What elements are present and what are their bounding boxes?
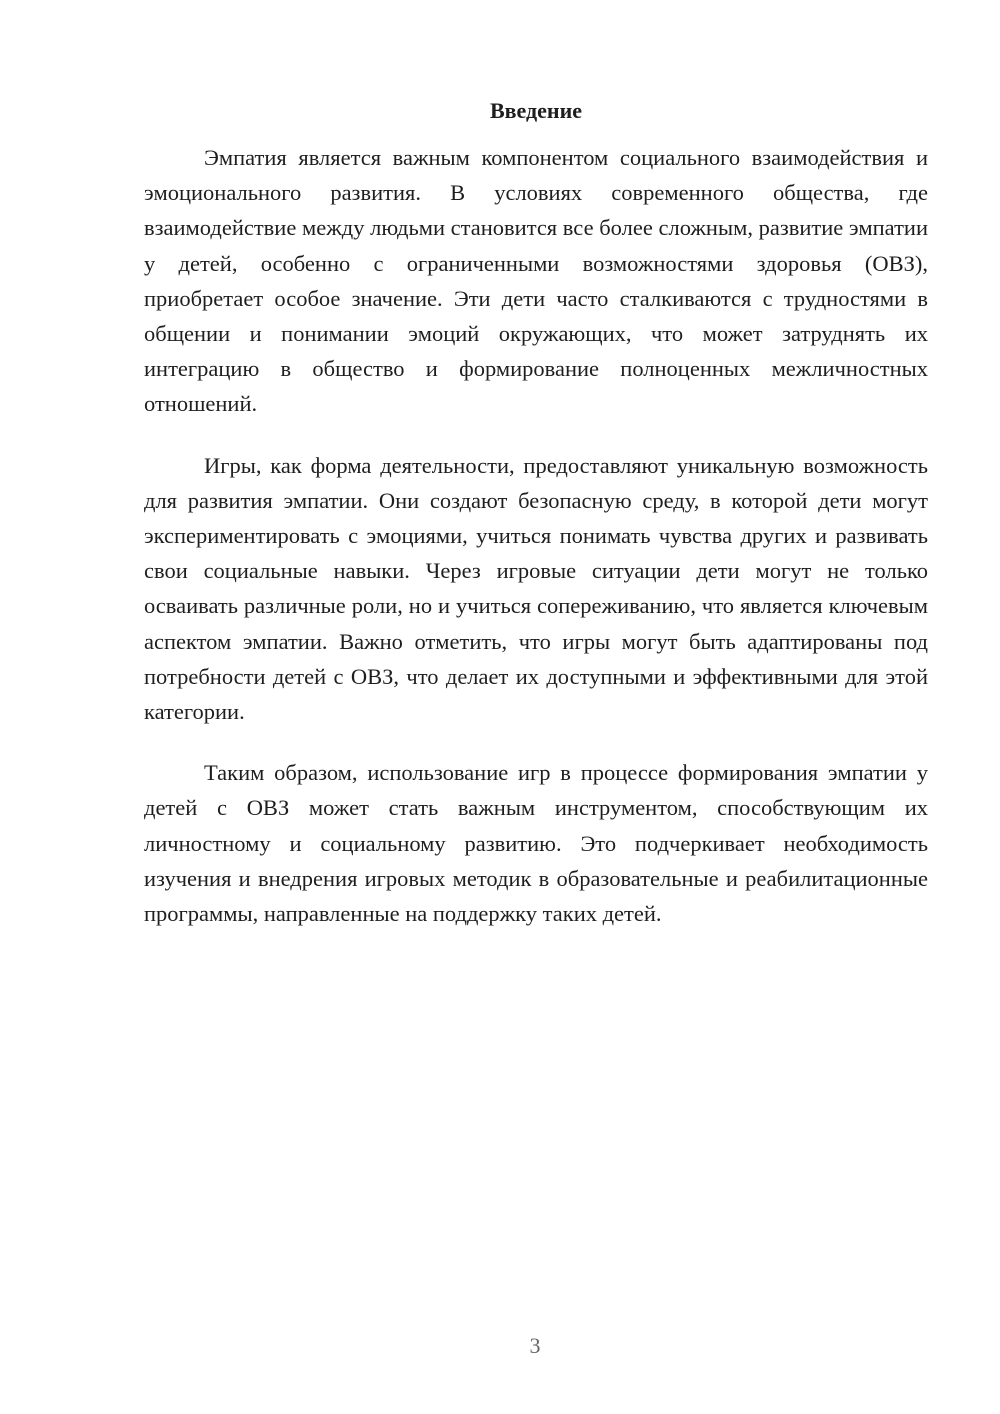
- paragraph-1: Эмпатия является важным компонентом социального взаимодействия и эмоционального развития. В условиях современного общества, где взаимодействие между людьми становится все более сложным, развитие эмпатии у детей, особенно с ограниченными возможностями здоровья (ОВЗ), приобретает особое значение. Эти дети часто сталкиваются с трудностями в общении и понимании эмоций окружающих, что может затруднять их интеграцию в общество и формирование полноценных межличностных отношений.: [144, 145, 928, 417]
- paragraph-2: Игры, как форма деятельности, предоставляют уникальную возможность для развития эмпатии. Они создают безопасную среду, в которой дети могут экспериментировать с эмоциями, учиться понимать чувства других и развивать свои социальные навыки. Через игровые ситуации дети могут не только осваивать различные роли, но и учиться сопереживанию, что является ключевым аспектом эмпатии. Важно отметить, что игры могут быть адаптированы под потребности детей с ОВЗ, что делает их доступными и эффективными для этой категории.: [144, 452, 928, 725]
- paragraph-3: Таким образом, использование игр в процессе формирования эмпатии у детей с ОВЗ может стать важным инструментом, способствующим их личностному и социальному развитию. Это подчеркивает необходимость изучения и внедрения игровых методик в образовательные и реабилитационные программы, направленные на поддержку таких детей.: [144, 760, 928, 927]
- page-number: 3: [529, 1333, 541, 1358]
- page-content: [144, 96, 928, 957]
- section-title: Введение: [489, 98, 583, 123]
